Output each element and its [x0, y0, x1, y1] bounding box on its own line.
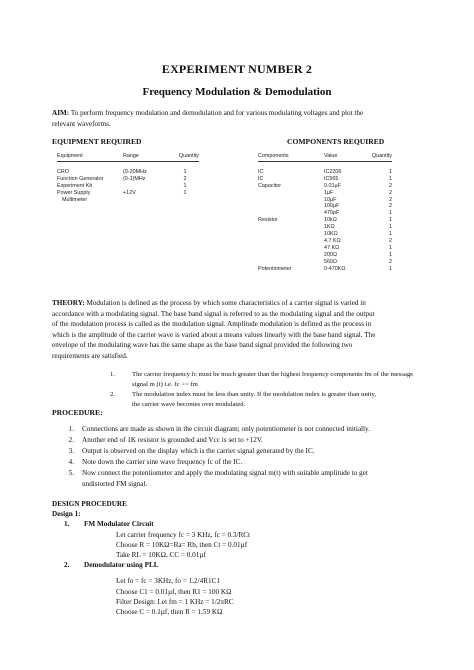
theory-line: accordance with a modulating signal. The base band signal is referred to as the modulating signal and the output [52, 309, 375, 318]
table-cell [123, 183, 171, 190]
table-cell: +12V [123, 189, 136, 196]
table-cell: 100µF [324, 203, 340, 210]
theory-line: Modulation is defined as the process by which some characteristics of a carrier signal is varied in [84, 299, 366, 307]
table-cell [258, 197, 324, 204]
table-cell: 0-470KΩ [324, 265, 346, 272]
table-cell: 2 [389, 237, 392, 244]
table-row [258, 217, 392, 224]
table-cell: 2 [389, 182, 392, 189]
theory-line: of the modulation process is called as the modulation signal. Amplitude modulation is defined as the process in [52, 320, 372, 329]
table-cell [258, 245, 324, 252]
fm-number: 1. [64, 520, 70, 529]
table-cell: 560Ω [324, 258, 338, 265]
table-cell: IC2206 [324, 168, 342, 175]
table-cell [258, 224, 324, 231]
table-cell [171, 197, 199, 204]
table-cell: 1 [389, 265, 392, 272]
table-cell [123, 197, 171, 204]
design-heading: DESIGN PROCEDURE [52, 500, 127, 508]
list-number: 2. [110, 391, 116, 398]
table-cell: 1 [389, 244, 392, 251]
table-cell [258, 259, 324, 266]
table-cell: CRO [57, 168, 69, 175]
column-header: Components [258, 151, 324, 162]
procedure-heading: PROCEDURE: [52, 408, 103, 417]
table-row [258, 176, 392, 183]
table-cell: IC [258, 168, 264, 175]
demod-number: 2. [64, 561, 70, 570]
list-text: the carrier wave becomes over modulated. [132, 400, 246, 408]
list-number: 3. [68, 447, 74, 455]
table-cell: 2 [389, 203, 392, 210]
aim-text-2: relevant waveforms. [52, 119, 111, 128]
fm-line: Take RL = 10KΩ, CC = 0.01µf [116, 551, 206, 559]
column-header: Quantity [368, 151, 392, 162]
aim-label: AIM: [52, 109, 70, 117]
list-number: 4. [68, 458, 74, 466]
table-cell: 470pF [324, 210, 340, 217]
table-cell: IC565 [324, 175, 339, 182]
table-cell: Potentiometer [258, 265, 292, 272]
list-number: 5. [68, 469, 74, 477]
fm-title: FM Modulator Circuit [84, 520, 154, 529]
table-row [258, 190, 392, 197]
table-cell: 1 [389, 224, 392, 231]
table-cell: 10kΩ [324, 217, 337, 224]
theory-line: envelope of the modulating wave has the same shape as the base band signal provided the following two [52, 341, 353, 350]
table-cell [258, 190, 324, 197]
table-cell: 1 [389, 251, 392, 258]
table-row [258, 169, 392, 176]
equipment-heading: EQUIPMENT REQUIRED [52, 137, 142, 146]
table-cell: Experiment Kit [57, 182, 93, 189]
demod-title: Demodulator using PLL [84, 561, 159, 570]
table-cell: Resistor [258, 217, 278, 224]
aim-section [52, 108, 424, 129]
equipment-table [57, 151, 199, 203]
table-cell [258, 203, 324, 210]
list-text: Note down the carrier sine wave frequency fc of the IC. [82, 458, 243, 466]
table-cell: Power Supply [57, 189, 91, 196]
aim-text-1: To perform frequency modulation and demodulation and for various modulating voltages and plot the [69, 109, 364, 117]
table-cell: 1µF [324, 189, 334, 196]
design-subheading: Design 1: [52, 510, 81, 519]
table-cell: 1 [389, 175, 392, 182]
table-cell: 200Ω [324, 251, 338, 258]
theory-line: which is the amplitude of the carrier wave is varied about a means values linearly with the base band signal. The [52, 330, 376, 339]
requirements-list [110, 370, 428, 414]
table-row [258, 266, 392, 273]
table-row [258, 197, 392, 204]
table-cell: 10µF [324, 196, 337, 203]
demod-line: Let fo = fc = 3KHz, fo = 1.2/4R1C1 [116, 577, 220, 586]
list-text: The modulation index must be less than unity. If the modulation index is greater than unity, [132, 391, 377, 398]
components-table-wrap [258, 151, 392, 272]
table-cell: Function Generator [57, 175, 104, 182]
procedure-list [60, 424, 430, 504]
table-cell: 10KΩ [324, 231, 338, 238]
list-text: Now connect the potentiometer and apply the modulating signal m(t) with suitable amplitude to get [82, 469, 368, 477]
table-row [258, 259, 392, 266]
table-cell: Multimeter [62, 196, 88, 203]
components-table [258, 151, 392, 272]
design-section [52, 499, 432, 619]
list-text: undistorted FM signal. [82, 480, 148, 488]
demod-line: Choose C = 0.1µf, then R = 1.59 KΩ [116, 608, 223, 616]
table-cell: 0.01µF [324, 182, 341, 189]
list-number: 1. [110, 371, 116, 378]
table-row [57, 190, 199, 197]
list-text: Output is observed on the display which is the carrier signal generated by the IC. [82, 447, 315, 455]
column-header: Value [324, 151, 368, 162]
theory-line: requirements are satisfied. [52, 351, 128, 360]
table-cell: (0-20MHz [123, 168, 147, 175]
table-cell [258, 238, 324, 245]
table-cell: 1 [183, 189, 187, 196]
theory-label: THEORY: [52, 299, 85, 307]
table-cell: 1 [389, 210, 392, 217]
table-cell: 1 [389, 217, 392, 224]
table-row [258, 245, 392, 252]
table-cell: (0-1)MHz [123, 175, 146, 182]
list-text: The carrier frequency fc must be much greater than the highest frequency components fm of the message [132, 371, 414, 378]
table-cell: 2 [389, 189, 392, 196]
table-cell [258, 210, 324, 217]
list-text: Another end of 1K resistor is grounded and Vcc is set to +12V. [82, 436, 263, 444]
table-cell: 2 [183, 175, 187, 182]
demod-line: Filter Design: Let fm = 1 KHz = 1/2πRC [116, 597, 234, 606]
table-cell: 4.7 KΩ [324, 237, 341, 244]
table-row [258, 238, 392, 245]
table-cell [258, 231, 324, 238]
column-header: Quantity [171, 151, 199, 162]
table-cell: 47 KΩ [324, 244, 340, 251]
table-row [57, 197, 199, 204]
table-cell: 2 [389, 196, 392, 203]
table-row [258, 203, 392, 210]
demod-heading [52, 560, 432, 570]
equipment-header-row [57, 151, 199, 162]
table-row [258, 183, 392, 190]
table-row [57, 183, 199, 190]
page-subtitle: Frequency Modulation & Demodulation [142, 86, 332, 98]
table-row [57, 176, 199, 183]
list-text: Connections are made as shown in the circuit diagram; only potentiometer is not connected initially. [82, 425, 370, 433]
table-cell: 1 [389, 168, 392, 175]
table-cell: 1 [183, 168, 187, 175]
theory-section [52, 298, 424, 362]
fm-line: Choose R = 10KΩ=Ra= Rb, then Ct = 0.01µf [116, 540, 248, 549]
column-header: Range [123, 151, 171, 162]
table-cell: 1KΩ [324, 224, 335, 231]
fm-line: Let carrier frequency fc = 3 KHz, fc = 0.3/RCt [116, 530, 251, 539]
list-number: 2. [68, 436, 74, 444]
table-row [258, 252, 392, 259]
fm-heading [52, 519, 432, 529]
table-row [258, 210, 392, 217]
table-cell: 1 [183, 182, 187, 189]
table-row [258, 231, 392, 238]
equipment-table-wrap [57, 151, 199, 203]
components-header-row [258, 151, 392, 162]
table-cell: IC [258, 175, 264, 182]
page-title: EXPERIMENT NUMBER 2 [161, 62, 313, 76]
components-heading: COMPONENTS REQUIRED [287, 137, 385, 146]
list-text: signal m (t) i.e. fc >> fm [132, 380, 198, 388]
column-header: Equipment [57, 151, 123, 162]
table-cell [258, 252, 324, 259]
list-number: 1. [68, 425, 74, 433]
table-row [258, 224, 392, 231]
table-row [57, 169, 199, 176]
table-cell: 1 [389, 231, 392, 238]
demod-line: Choose C1 = 0.01µf, then R1 = 100 KΩ [116, 587, 232, 596]
table-cell: Capacitor [258, 182, 282, 189]
table-cell: 2 [389, 258, 392, 265]
